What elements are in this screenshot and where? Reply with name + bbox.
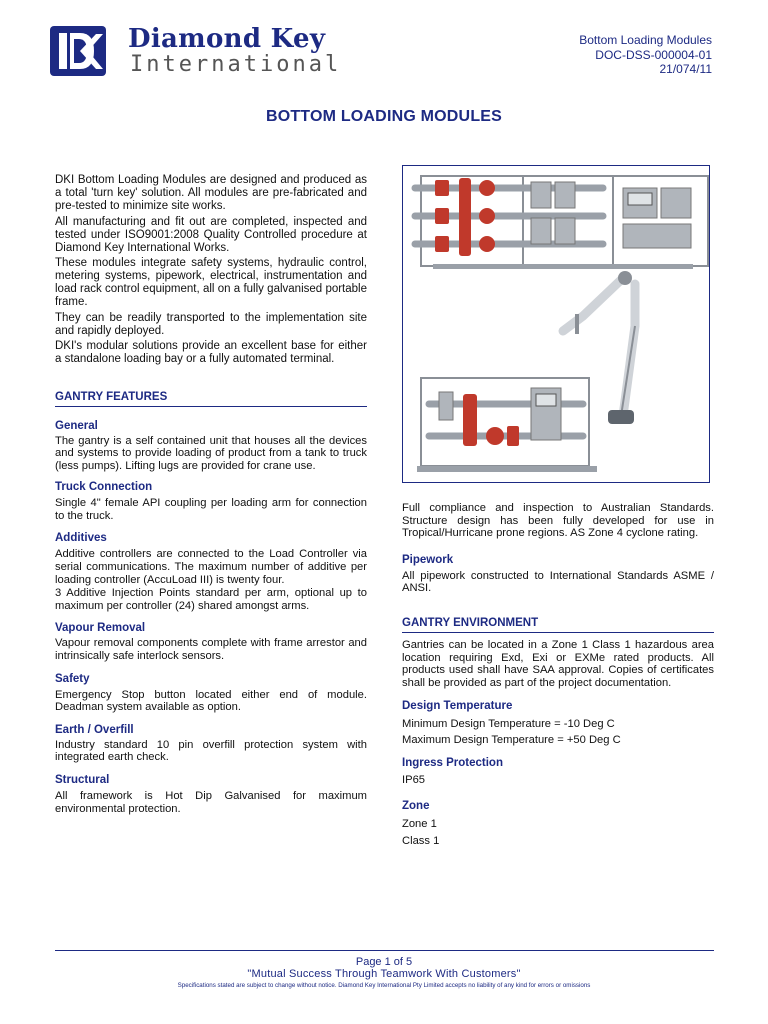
footer-divider [55, 950, 714, 951]
doc-number: DOC-DSS-000004-01 [595, 47, 712, 62]
zone-value: Zone 1 [402, 817, 437, 830]
earth-overfill-text: Industry standard 10 pin overfill protection system with integrated earth check. [55, 738, 367, 764]
footer-disclaimer: Specifications stated are subject to change without notice. Diamond Key International Pty Limited accepts no liability of any kind for errors or omissions [177, 982, 591, 989]
vapour-removal-heading: Vapour Removal [55, 622, 146, 635]
pipework-text: All pipework constructed to International Standards ASME / ANSI. [402, 569, 714, 595]
vapour-removal-text: Vapour removal components complete with frame arrestor and intrinsically safe interlock sensors. [55, 637, 367, 663]
ingress-protection-heading: Ingress Protection [402, 757, 503, 770]
document-info [579, 33, 712, 77]
additives-heading: Additives [55, 532, 107, 545]
intro-paragraph: All manufacturing and fit out are completed, inspected and tested under ISO9001:2008 Quality Controlled procedure at Diamond Key International Works. [55, 215, 367, 254]
safety-heading: Safety [55, 672, 90, 685]
min-temperature: Minimum Design Temperature = -10 Deg C [402, 718, 615, 731]
truck-connection-text: Single 4" female API coupling per loading arm for connection to the truck. [55, 497, 367, 522]
design-temperature-heading: Design Temperature [402, 700, 513, 713]
company-logo [50, 26, 370, 78]
page-number: Page 1 of 5 [355, 956, 413, 968]
structural-heading: Structural [55, 774, 110, 786]
doc-date: 21/074/11 [659, 62, 712, 76]
intro-paragraph: DKI's modular solutions provide an excellent base for either a standalone loading bay or a fully automated terminal. [55, 340, 367, 365]
page-title: BOTTOM LOADING MODULES [265, 108, 503, 125]
class-value: Class 1 [402, 834, 440, 847]
intro-section [55, 174, 367, 366]
safety-text: Emergency Stop button located either end of module. Deadman system available as option. [55, 688, 367, 714]
general-text: The gantry is a self contained unit that houses all the devices and systems to provide loading of product from a tank to truck (less pumps). Lifting lugs are provided for crane use. [55, 434, 367, 472]
left-column [55, 174, 367, 815]
compliance-text: Full compliance and inspection to Australian Standards. Structure design has been fully developed for use in Tropical/Hurricane prone regions. AS Zone 4 cyclone rating. [402, 502, 714, 540]
doc-name: Bottom Loading Modules [579, 33, 712, 47]
right-column [402, 502, 714, 850]
logo-company-suffix: International [130, 52, 342, 77]
intro-paragraph: They can be readily transported to the implementation site and rapidly deployed. [55, 311, 367, 337]
gantry-environment-text: Gantries can be located in a Zone 1 Class 1 hazardous area location requiring Exd, Exi or EXMe rated products. All products used shall have SAA approval. Copies of certificates shall be provided as part of the project documentation. [402, 638, 714, 689]
general-heading: General [55, 419, 98, 432]
zone-heading: Zone [402, 799, 430, 812]
dk-logo-mark [50, 26, 106, 76]
earth-overfill-heading: Earth / Overfill [55, 723, 134, 736]
intro-paragraph: These modules integrate safety systems, hydraulic control, metering systems, pipework, electrical, instrumentation and load rack control equipment, all on a fully galvanised portable frame. [55, 257, 367, 308]
max-temperature: Maximum Design Temperature = +50 Deg C [402, 734, 621, 747]
company-motto: "Mutual Success Through Teamwork With Customers" [247, 968, 521, 980]
intro-paragraph: DKI Bottom Loading Modules are designed and produced as a total 'turn key' solution. All modules are pre-fabricated and pre-tested to minimize site works. [55, 174, 367, 212]
truck-connection-heading: Truck Connection [55, 481, 153, 494]
structural-text: All framework is Hot Dip Galvanised for maximum environmental protection. [55, 790, 367, 815]
logo-company-name: Diamond Key [128, 24, 326, 54]
product-photo [402, 165, 710, 483]
loading-module-illustration [403, 166, 709, 482]
ingress-protection-value: IP65 [402, 774, 426, 787]
gantry-features-heading: GANTRY FEATURES [55, 390, 367, 407]
additives-text: 3 Additive Injection Points standard per arm, optional up to maximum per controller (24) shared amongst arms. [55, 587, 367, 612]
pipework-heading: Pipework [402, 553, 454, 566]
gantry-environment-heading: GANTRY ENVIRONMENT [402, 616, 714, 633]
additives-text: Additive controllers are connected to the Load Controller via serial communications. The maximum number of additive per loading controller (AccuLoad III) is twenty four. [55, 548, 367, 586]
